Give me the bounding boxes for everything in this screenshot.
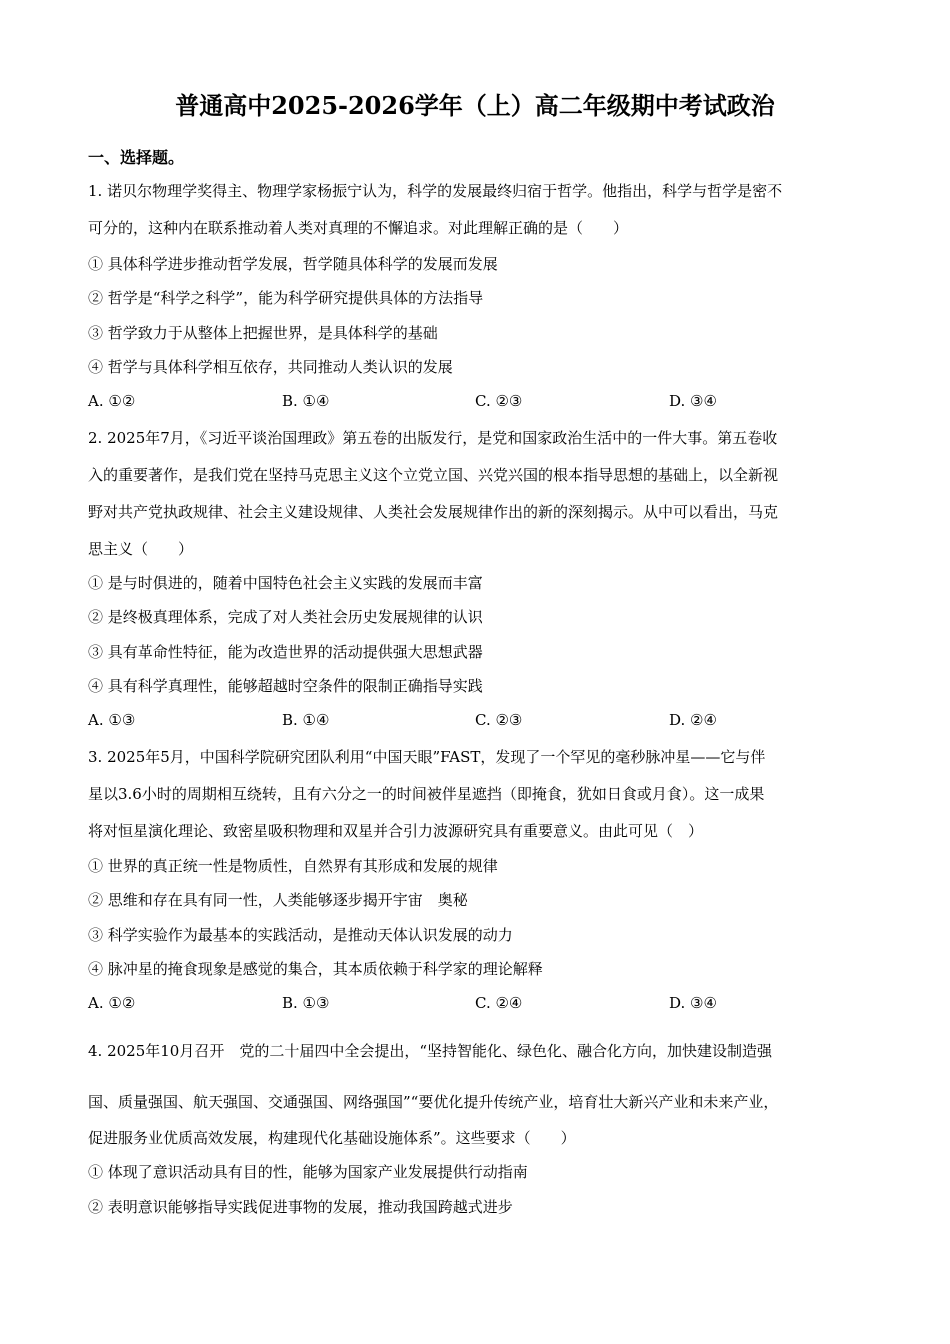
question-2-options	[88, 709, 868, 731]
exam-title: 普通高中2025-2026学年（上）高二年级期中考试政治	[175, 91, 775, 120]
question-4-stem-line-3: 促进服务业优质高效发展，构建现代化基础设施体系”。这些要求（ ）	[88, 1129, 576, 1147]
question-3-stem-line-3: 将对恒星演化理论、致密星吸积物理和双星并合引力波源研究具有重要意义。由此可见（ ）	[88, 822, 704, 840]
question-4-statement-2: ② 表明意识能够指导实践促进事物的发展，推动我国跨越式进步	[88, 1198, 513, 1216]
section-heading: 一、选择题。	[88, 148, 185, 167]
question-1-statement-3: ③ 哲学致力于从整体上把握世界，是具体科学的基础	[88, 324, 438, 342]
question-2-option-d[interactable]: D. ②④	[669, 711, 717, 729]
question-3-option-b[interactable]: B. ①③	[282, 994, 330, 1012]
question-3-stem-line-1: 3. 2025年5月，中国科学院研究团队利用“中国天眼”FAST，发现了一个罕见的毫秒脉冲星——它与伴	[88, 748, 766, 766]
question-4-statement-1: ① 体现了意识活动具有目的性，能够为国家产业发展提供行动指南	[88, 1163, 528, 1181]
question-1-statement-1: ① 具体科学进步推动哲学发展，哲学随具体科学的发展而发展	[88, 255, 498, 273]
question-3-options	[88, 992, 868, 1014]
question-3-statement-2: ② 思维和存在具有同一性，人类能够逐步揭开宇宙 奥秘	[88, 891, 468, 909]
question-2-statement-4: ④ 具有科学真理性，能够超越时空条件的限制正确指导实践	[88, 677, 483, 695]
question-2-option-b[interactable]: B. ①④	[282, 711, 330, 729]
question-1-statement-4: ④ 哲学与具体科学相互依存，共同推动人类认识的发展	[88, 358, 453, 376]
question-2-stem-line-3: 野对共产党执政规律、社会主义建设规律、人类社会发展规律作出的新的深刻揭示。从中可以看出，马克	[88, 503, 779, 521]
question-2-option-c[interactable]: C. ②③	[475, 711, 523, 729]
question-3-statement-3: ③ 科学实验作为最基本的实践活动，是推动天体认识发展的动力	[88, 926, 513, 944]
question-1-stem-line-1: 1. 诺贝尔物理学奖得主、物理学家杨振宁认为，科学的发展最终归宿于哲学。他指出，科学与哲学是密不	[88, 182, 783, 200]
question-2-stem-line-2: 入的重要著作，是我们党在坚持马克思主义这个立党立国、兴党兴国的根本指导思想的基础上，以全新视	[88, 466, 779, 484]
question-1-option-d[interactable]: D. ③④	[669, 392, 717, 410]
question-1-statement-2: ② 哲学是“科学之科学”，能为科学研究提供具体的方法指导	[88, 289, 484, 307]
question-3-option-d[interactable]: D. ③④	[669, 994, 717, 1012]
question-3-option-a[interactable]: A. ①②	[88, 994, 136, 1012]
question-4-stem-line-2: 国、质量强国、航天强国、交通强国、网络强国”“要优化提升传统产业，培育壮大新兴产业和未来产业，	[88, 1093, 779, 1111]
question-3-statement-1: ① 世界的真正统一性是物质性，自然界有其形成和发展的规律	[88, 857, 498, 875]
question-2-stem-line-1: 2. 2025年7月，《习近平谈治国理政》第五卷的出版发行，是党和国家政治生活中的一件大事。第五卷收	[88, 429, 778, 447]
question-1-option-a[interactable]: A. ①②	[88, 392, 136, 410]
question-2-statement-1: ① 是与时俱进的，随着中国特色社会主义实践的发展而丰富	[88, 574, 483, 592]
question-2-option-a[interactable]: A. ①③	[88, 711, 136, 729]
question-1-option-b[interactable]: B. ①④	[282, 392, 330, 410]
question-3-stem-line-2: 星以3.6小时的周期相互绕转，且有六分之一的时间被伴星遮挡（即掩食，犹如日食或月食）。这一成果	[88, 785, 765, 803]
question-3-statement-4: ④ 脉冲星的掩食现象是感觉的集合，其本质依赖于科学家的理论解释	[88, 960, 543, 978]
question-2-statement-2: ② 是终极真理体系，完成了对人类社会历史发展规律的认识	[88, 608, 483, 626]
question-1-options	[88, 390, 868, 412]
question-4-stem-line-1: 4. 2025年10月召开 党的二十届四中全会提出，“坚持智能化、绿色化、融合化方向，加快建设制造强	[88, 1042, 773, 1060]
question-2-statement-3: ③ 具有革命性特征，能为改造世界的活动提供强大思想武器	[88, 643, 483, 661]
question-1-stem-line-2: 可分的，这种内在联系推动着人类对真理的不懈追求。对此理解正确的是（ ）	[88, 219, 629, 237]
question-3-option-c[interactable]: C. ②④	[475, 994, 523, 1012]
question-1-option-c[interactable]: C. ②③	[475, 392, 523, 410]
question-2-stem-line-4: 思主义（ ）	[88, 540, 194, 558]
